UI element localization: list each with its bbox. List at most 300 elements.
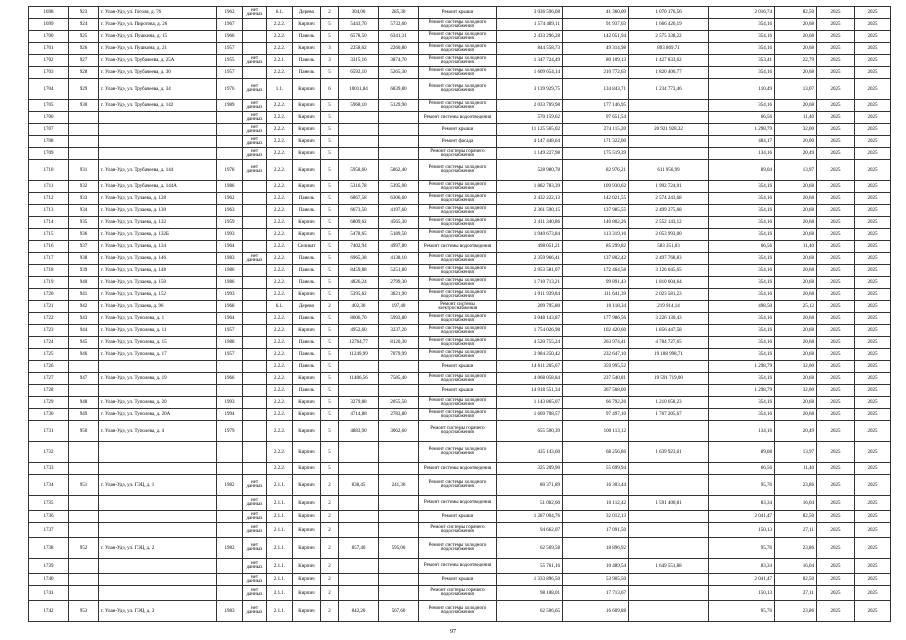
floors-cell: 5: [321, 397, 339, 409]
repair-cost-cell: 3 984 250,42: [497, 349, 563, 361]
design-cost-cell: 10 112,42: [563, 496, 629, 511]
living-area-cell: 4138,10: [379, 253, 419, 265]
build-year-cell: [217, 496, 243, 511]
table-row: [29, 463, 891, 475]
living-area-cell: [379, 148, 419, 160]
house-total-cell: 2 575 338,22: [629, 31, 709, 43]
row-number-cell: 1735: [29, 496, 69, 511]
total-area-cell: 8459,88: [339, 265, 379, 277]
living-area-cell: 2260,80: [379, 43, 419, 55]
build-year-cell: 1993: [217, 229, 243, 241]
design-cost-cell: 237 540,81: [563, 373, 629, 385]
category-cell: нет данных: [243, 7, 267, 19]
unit-design-cost-cell: 20,68: [775, 325, 817, 337]
table-row: [29, 181, 891, 193]
repair-work-cell: Ремонт системы горячего водоснабжения: [419, 523, 497, 538]
house-number-cell: [69, 124, 99, 136]
house-number-cell: 948: [69, 397, 99, 409]
start-year-cell: 2025: [817, 361, 855, 373]
build-year-cell: 1982: [217, 475, 243, 496]
living-area-cell: 3821,90: [379, 289, 419, 301]
repair-work-cell: Ремонт системы холодного водоснабжения: [419, 160, 497, 181]
end-year-cell: 2025: [855, 277, 891, 289]
build-year-cell: [217, 463, 243, 475]
row-number-cell: 1717: [29, 253, 69, 265]
living-area-cell: 5732,60: [379, 19, 419, 31]
table-row: [29, 538, 891, 559]
design-cost-cell: 99 891,43: [563, 277, 629, 289]
wall-material-cell: Панель: [293, 337, 321, 349]
unit-cost-cell: 354,16: [709, 373, 775, 385]
unit-cost-cell: 354,16: [709, 19, 775, 31]
end-year-cell: 2025: [855, 463, 891, 475]
living-area-cell: 5265,30: [379, 67, 419, 79]
end-year-cell: 2025: [855, 289, 891, 301]
house-number-cell: 938: [69, 253, 99, 265]
repair-work-cell: Ремонт системы водоотведения: [419, 496, 497, 511]
floors-cell: 5: [321, 442, 339, 463]
design-cost-cell: 53 905,50: [563, 574, 629, 586]
floors-cell: 2: [321, 7, 339, 19]
build-year-cell: 1989: [217, 100, 243, 112]
structure-code-cell: 2.2.2.: [267, 148, 293, 160]
repair-work-cell: Ремонт системы холодного водоснабжения: [419, 79, 497, 100]
repair-cost-cell: 2 433 296,28: [497, 31, 563, 43]
table-row: [29, 229, 891, 241]
floors-cell: 2: [321, 574, 339, 586]
house-number-cell: 937: [69, 241, 99, 253]
total-area-cell: 842,20: [339, 601, 379, 622]
unit-cost-cell: 134,16: [709, 421, 775, 442]
end-year-cell: 2025: [855, 601, 891, 622]
table-row: [29, 55, 891, 67]
address-cell: [99, 112, 217, 124]
living-area-cell: 4565,30: [379, 217, 419, 229]
address-cell: г. Улан-Удэ, ул. Трубачеева, д. 30: [99, 67, 217, 79]
unit-cost-cell: 150,13: [709, 586, 775, 601]
table-row: [29, 67, 891, 79]
build-year-cell: 1957: [217, 349, 243, 361]
start-year-cell: 2025: [817, 397, 855, 409]
table-row: [29, 112, 891, 124]
total-area-cell: 402,30: [339, 301, 379, 313]
structure-code-cell: 2.2.2.: [267, 442, 293, 463]
row-number-cell: 1711: [29, 181, 69, 193]
design-cost-cell: 17 091,50: [563, 523, 629, 538]
house-total-cell: [629, 136, 709, 148]
repair-work-cell: Ремонт крыши: [419, 385, 497, 397]
floors-cell: 2: [321, 523, 339, 538]
house-total-cell: 1 666 426,19: [629, 19, 709, 31]
unit-design-cost-cell: 32,00: [775, 124, 817, 136]
category-cell: [243, 337, 267, 349]
row-number-cell: 1712: [29, 193, 69, 205]
row-number-cell: 1740: [29, 574, 69, 586]
unit-cost-cell: 354,16: [709, 181, 775, 193]
row-number-cell: 1715: [29, 229, 69, 241]
start-year-cell: 2025: [817, 574, 855, 586]
repair-work-cell: Ремонт системы холодного водоснабжения: [419, 205, 497, 217]
wall-material-cell: Панель: [293, 253, 321, 265]
house-total-cell: 4 784 727,65: [629, 337, 709, 349]
unit-cost-cell: 354,16: [709, 229, 775, 241]
table-row: [29, 586, 891, 601]
wall-material-cell: Кирпич: [293, 181, 321, 193]
house-total-cell: 20 921 928,32: [629, 124, 709, 136]
start-year-cell: 2025: [817, 373, 855, 385]
start-year-cell: 2025: [817, 349, 855, 361]
design-cost-cell: 359 995,52: [563, 361, 629, 373]
house-number-cell: 927: [69, 55, 99, 67]
address-cell: г. Улан-Удэ, ул. Тулаева, д. 148: [99, 265, 217, 277]
floors-cell: 5: [321, 373, 339, 385]
living-area-cell: [379, 574, 419, 586]
total-area-cell: 3315,16: [339, 55, 379, 67]
table-row: [29, 277, 891, 289]
house-number-cell: 928: [69, 67, 99, 79]
design-cost-cell: 175 519,39: [563, 148, 629, 160]
floors-cell: 3: [321, 43, 339, 55]
row-number-cell: 1734: [29, 475, 69, 496]
address-cell: г. Улан-Удэ, ул. ГЭЦ, д. 2: [99, 538, 217, 559]
build-year-cell: 1962: [217, 193, 243, 205]
category-cell: [243, 463, 267, 475]
design-cost-cell: 171 322,00: [563, 136, 629, 148]
address-cell: г. Улан-Удэ, ул. Гоголя, д. 76: [99, 7, 217, 19]
structure-code-cell: 2.2.2.: [267, 337, 293, 349]
address-cell: [99, 463, 217, 475]
end-year-cell: 2025: [855, 148, 891, 160]
build-year-cell: 1983: [217, 601, 243, 622]
build-year-cell: 1966: [217, 373, 243, 385]
address-cell: г. Улан-Удэ, ул. Тулаева, д. 152: [99, 289, 217, 301]
wall-material-cell: Кирпич: [293, 289, 321, 301]
structure-code-cell: 2.2.2.: [267, 289, 293, 301]
category-cell: [243, 241, 267, 253]
design-cost-cell: 91 937,03: [563, 19, 629, 31]
build-year-cell: 1982: [217, 538, 243, 559]
house-number-cell: 930: [69, 100, 99, 112]
house-number-cell: 925: [69, 31, 99, 43]
living-area-cell: [379, 463, 419, 475]
total-area-cell: 4826,24: [339, 277, 379, 289]
unit-design-cost-cell: 11,40: [775, 112, 817, 124]
build-year-cell: 1979: [217, 421, 243, 442]
structure-code-cell: 2.2.2.: [267, 136, 293, 148]
unit-design-cost-cell: 22,79: [775, 55, 817, 67]
total-area-cell: 10011,84: [339, 79, 379, 100]
house-number-cell: 940: [69, 277, 99, 289]
table-row: [29, 253, 891, 265]
repair-cost-cell: 209 795,80: [497, 301, 563, 313]
living-area-cell: 4997,80: [379, 241, 419, 253]
unit-cost-cell: 66,56: [709, 112, 775, 124]
design-cost-cell: 111 641,39: [563, 289, 629, 301]
repair-cost-cell: 14 611 205,67: [497, 361, 563, 373]
end-year-cell: 2025: [855, 181, 891, 193]
start-year-cell: 2025: [817, 79, 855, 100]
unit-cost-cell: 83,34: [709, 496, 775, 511]
address-cell: г. Улан-Удэ, ул. Туполева, д. 11: [99, 325, 217, 337]
unit-design-cost-cell: 20,68: [775, 229, 817, 241]
category-cell: нет данных: [243, 112, 267, 124]
category-cell: [243, 373, 267, 385]
row-number-cell: 1741: [29, 586, 69, 601]
unit-design-cost-cell: 82,50: [775, 511, 817, 523]
living-area-cell: 6839,80: [379, 79, 419, 100]
house-total-cell: [629, 421, 709, 442]
category-cell: нет данных: [243, 475, 267, 496]
row-number-cell: 1739: [29, 559, 69, 574]
structure-code-cell: 6.1.: [267, 7, 293, 19]
house-number-cell: [69, 112, 99, 124]
unit-cost-cell: 354,16: [709, 397, 775, 409]
build-year-cell: 1988: [217, 337, 243, 349]
row-number-cell: 1709: [29, 148, 69, 160]
category-cell: [243, 31, 267, 43]
start-year-cell: 2025: [817, 31, 855, 43]
design-cost-cell: 177 146,95: [563, 100, 629, 112]
row-number-cell: 1701: [29, 43, 69, 55]
house-number-cell: 941: [69, 289, 99, 301]
repair-cost-cell: 435 143,60: [497, 442, 563, 463]
design-cost-cell: 55 699,94: [563, 463, 629, 475]
unit-design-cost-cell: 20,68: [775, 67, 817, 79]
unit-cost-cell: 150,13: [709, 523, 775, 538]
house-number-cell: 935: [69, 217, 99, 229]
build-year-cell: 1964: [217, 313, 243, 325]
structure-code-cell: 2.2.2.: [267, 253, 293, 265]
floors-cell: 5: [321, 361, 339, 373]
floors-cell: 3: [321, 55, 339, 67]
unit-design-cost-cell: 82,50: [775, 574, 817, 586]
category-cell: нет данных: [243, 559, 267, 574]
floors-cell: 5: [321, 463, 339, 475]
category-cell: [243, 217, 267, 229]
table-row: [29, 442, 891, 463]
address-cell: [99, 124, 217, 136]
floors-cell: 2: [321, 496, 339, 511]
floors-cell: 5: [321, 136, 339, 148]
house-total-cell: 1 649 551,88: [629, 559, 709, 574]
design-cost-cell: 97 497,10: [563, 409, 629, 421]
row-number-cell: 1718: [29, 265, 69, 277]
page-number: 97: [450, 629, 456, 635]
table-row: [29, 160, 891, 181]
structure-code-cell: 2.2.2.: [267, 31, 293, 43]
design-cost-cell: 10 118,34: [563, 301, 629, 313]
living-area-cell: [379, 496, 419, 511]
table-row: [29, 397, 891, 409]
table-row: [29, 601, 891, 622]
category-cell: [243, 397, 267, 409]
unit-cost-cell: 354,16: [709, 31, 775, 43]
category-cell: [243, 229, 267, 241]
unit-cost-cell: 110,49: [709, 79, 775, 100]
structure-code-cell: 2.2.2.: [267, 361, 293, 373]
category-cell: нет данных: [243, 55, 267, 67]
structure-code-cell: 2.2.2.: [267, 373, 293, 385]
total-area-cell: [339, 463, 379, 475]
row-number-cell: 1727: [29, 373, 69, 385]
category-cell: нет данных: [243, 586, 267, 601]
end-year-cell: 2025: [855, 301, 891, 313]
structure-code-cell: 2.2.2.: [267, 43, 293, 55]
living-area-cell: 3062,60: [379, 421, 419, 442]
end-year-cell: 2025: [855, 193, 891, 205]
structure-code-cell: 2.2.2.: [267, 385, 293, 397]
total-area-cell: [339, 112, 379, 124]
address-cell: г. Улан-Удэ, ул. Туполева, д. 4: [99, 421, 217, 442]
start-year-cell: 2025: [817, 421, 855, 442]
start-year-cell: 2025: [817, 67, 855, 79]
repair-cost-cell: 94 662,07: [497, 523, 563, 538]
floors-cell: 5: [321, 289, 339, 301]
total-area-cell: [339, 385, 379, 397]
total-area-cell: 5968,10: [339, 100, 379, 112]
total-area-cell: 6673,50: [339, 205, 379, 217]
repair-cost-cell: 14 918 551,34: [497, 385, 563, 397]
structure-code-cell: 1.1.: [267, 79, 293, 100]
unit-cost-cell: 354,16: [709, 67, 775, 79]
start-year-cell: 2025: [817, 265, 855, 277]
house-total-cell: [629, 586, 709, 601]
structure-code-cell: 2.2.1.: [267, 55, 293, 67]
table-row: [29, 349, 891, 361]
end-year-cell: 2025: [855, 67, 891, 79]
build-year-cell: [217, 442, 243, 463]
floors-cell: 6: [321, 79, 339, 100]
repair-work-cell: Ремонт системы горячего водоснабжения: [419, 421, 497, 442]
design-cost-cell: 113 319,16: [563, 229, 629, 241]
category-cell: нет данных: [243, 574, 267, 586]
repair-cost-cell: 62 506,65: [497, 601, 563, 622]
category-cell: [243, 43, 267, 55]
build-year-cell: [217, 511, 243, 523]
end-year-cell: 2025: [855, 511, 891, 523]
address-cell: [99, 586, 217, 601]
living-area-cell: [379, 124, 419, 136]
floors-cell: 2: [321, 586, 339, 601]
house-number-cell: 934: [69, 205, 99, 217]
structure-code-cell: 2.1.1.: [267, 601, 293, 622]
start-year-cell: 2025: [817, 496, 855, 511]
category-cell: [243, 19, 267, 31]
address-cell: [99, 361, 217, 373]
build-year-cell: [217, 148, 243, 160]
structure-code-cell: 2.2.2.: [267, 421, 293, 442]
category-cell: нет данных: [243, 496, 267, 511]
total-area-cell: [339, 148, 379, 160]
row-number-cell: 1728: [29, 385, 69, 397]
house-total-cell: 2 023 581,23: [629, 289, 709, 301]
house-number-cell: 947: [69, 373, 99, 385]
repair-cost-cell: 1 574 489,11: [497, 19, 563, 31]
house-total-cell: 1 427 833,62: [629, 55, 709, 67]
house-number-cell: 939: [69, 265, 99, 277]
total-area-cell: 3279,88: [339, 397, 379, 409]
design-cost-cell: 134 843,71: [563, 79, 629, 100]
total-area-cell: 6809,62: [339, 217, 379, 229]
table-row: [29, 19, 891, 31]
end-year-cell: 2025: [855, 229, 891, 241]
start-year-cell: 2025: [817, 277, 855, 289]
floors-cell: 5: [321, 409, 339, 421]
repair-cost-cell: 3 139 929,75: [497, 79, 563, 100]
table-row: [29, 511, 891, 523]
design-cost-cell: 137 802,42: [563, 253, 629, 265]
floors-cell: 2: [321, 301, 339, 313]
end-year-cell: 2025: [855, 337, 891, 349]
row-number-cell: 1705: [29, 100, 69, 112]
design-cost-cell: 41 360,00: [563, 7, 629, 19]
living-area-cell: 2799,30: [379, 277, 419, 289]
start-year-cell: 2025: [817, 100, 855, 112]
unit-cost-cell: 95,76: [709, 538, 775, 559]
category-cell: [243, 442, 267, 463]
design-cost-cell: 18 896,92: [563, 538, 629, 559]
build-year-cell: 1993: [217, 289, 243, 301]
floors-cell: 5: [321, 325, 339, 337]
design-cost-cell: 367 568,00: [563, 385, 629, 397]
category-cell: нет данных: [243, 601, 267, 622]
repair-cost-cell: 528 980,78: [497, 160, 563, 181]
repair-cost-cell: 655 500,39: [497, 421, 563, 442]
total-area-cell: 4714,88: [339, 409, 379, 421]
wall-material-cell: Дерево: [293, 7, 321, 19]
table-row: [29, 409, 891, 421]
table-row: [29, 385, 891, 397]
structure-code-cell: 2.1.1.: [267, 496, 293, 511]
living-area-cell: 285,30: [379, 7, 419, 19]
unit-design-cost-cell: 11,40: [775, 463, 817, 475]
row-number-cell: 1723: [29, 325, 69, 337]
unit-design-cost-cell: 20,49: [775, 421, 817, 442]
start-year-cell: 2025: [817, 409, 855, 421]
category-cell: [243, 385, 267, 397]
total-area-cell: 7402,94: [339, 241, 379, 253]
floors-cell: 5: [321, 67, 339, 79]
build-year-cell: 1994: [217, 409, 243, 421]
start-year-cell: 2025: [817, 124, 855, 136]
end-year-cell: 2025: [855, 385, 891, 397]
row-number-cell: 1704: [29, 79, 69, 100]
row-number-cell: 1720: [29, 289, 69, 301]
start-year-cell: 2025: [817, 442, 855, 463]
unit-design-cost-cell: 32,00: [775, 361, 817, 373]
wall-material-cell: Кирпич: [293, 217, 321, 229]
address-cell: г. Улан-Удэ, ул. Туполева, д. 15: [99, 337, 217, 349]
unit-design-cost-cell: 25,12: [775, 301, 817, 313]
house-number-cell: 929: [69, 79, 99, 100]
house-number-cell: [69, 559, 99, 574]
start-year-cell: 2025: [817, 385, 855, 397]
living-area-cell: 2055,50: [379, 397, 419, 409]
total-area-cell: 5395,62: [339, 289, 379, 301]
house-number-cell: [69, 361, 99, 373]
repair-work-cell: Ремонт системы холодного водоснабжения: [419, 217, 497, 229]
address-cell: г. Улан-Удэ, ул. Тулаева, д. 128: [99, 193, 217, 205]
structure-code-cell: 2.2.2.: [267, 217, 293, 229]
total-area-cell: 6578,50: [339, 31, 379, 43]
end-year-cell: 2025: [855, 559, 891, 574]
category-cell: нет данных: [243, 523, 267, 538]
build-year-cell: 1964: [217, 241, 243, 253]
table-row: [29, 265, 891, 277]
unit-cost-cell: 354,16: [709, 289, 775, 301]
build-year-cell: 1983: [217, 253, 243, 265]
row-number-cell: 1721: [29, 301, 69, 313]
